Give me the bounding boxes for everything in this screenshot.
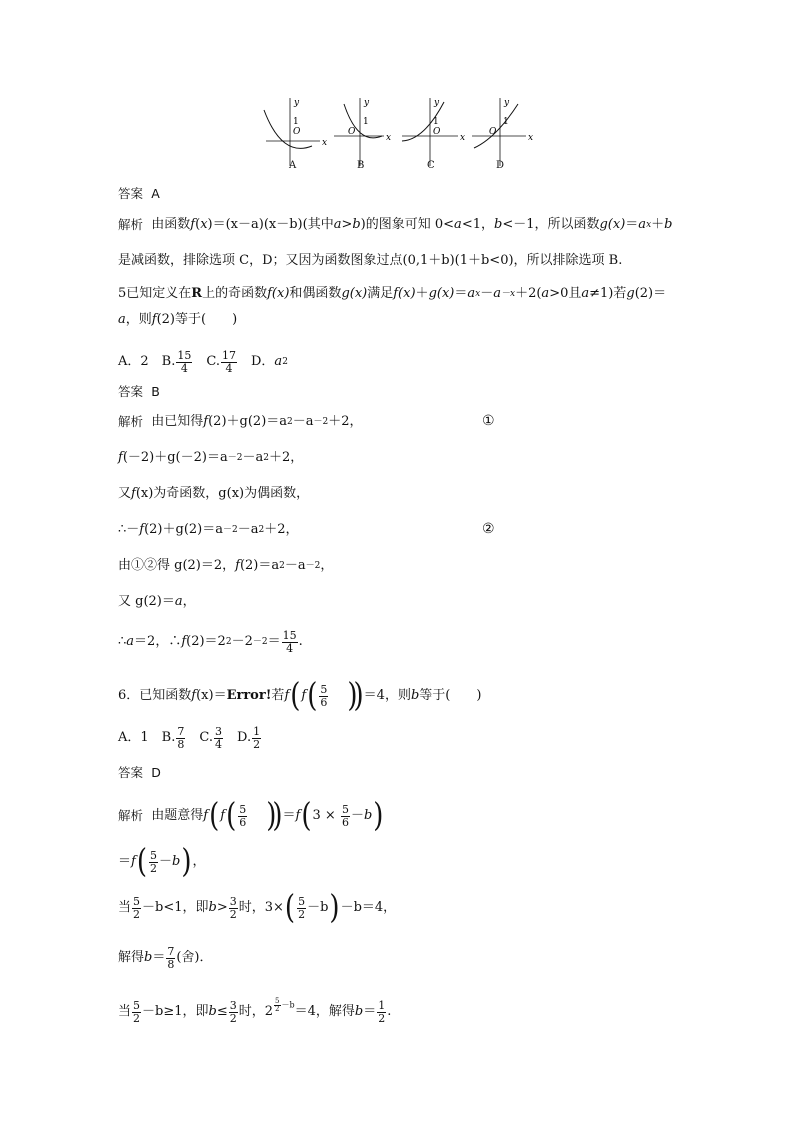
text: )＝(x－a)(x－b)(其中	[207, 217, 334, 232]
answer-label: 答案	[118, 765, 144, 780]
left-paren: (	[307, 677, 318, 715]
text: (舍)．	[176, 950, 213, 965]
fraction	[176, 726, 185, 751]
text: 又	[118, 486, 132, 501]
text: b	[493, 217, 503, 232]
text: (2)等于( )	[156, 312, 238, 327]
text: C.	[193, 354, 220, 369]
graph-b-o: O	[348, 127, 356, 137]
text: b	[410, 688, 420, 703]
text: 1	[378, 998, 386, 1012]
text: 3	[229, 894, 237, 908]
text: 7	[167, 944, 175, 958]
text: a	[638, 217, 647, 232]
text: 7	[177, 724, 185, 738]
text: ≤	[216, 1004, 228, 1019]
text: g	[626, 286, 635, 301]
text: 2	[133, 1011, 141, 1025]
text: 17	[221, 348, 236, 362]
q6-answer: D	[151, 765, 161, 780]
text: －b	[281, 1000, 295, 1009]
text: f	[235, 558, 240, 573]
graph-label-c: C	[427, 160, 435, 171]
text: 2	[229, 1011, 237, 1025]
text: －x	[501, 289, 516, 299]
text: f	[151, 312, 157, 327]
text: 当	[118, 1004, 132, 1019]
text: ＝	[152, 950, 166, 965]
text: 1	[253, 724, 261, 738]
graph-label-d: D	[496, 160, 505, 171]
graph-a-y: y	[294, 98, 300, 108]
text: f	[301, 688, 307, 703]
text: 6	[320, 695, 328, 709]
text: ＝	[625, 217, 639, 232]
fraction	[341, 804, 350, 829]
text: (2)＋g(2)＝a	[208, 414, 288, 429]
text: f	[191, 688, 197, 703]
text: 5	[239, 802, 247, 816]
text: 5	[320, 682, 328, 696]
text: －b≥1，即	[142, 1004, 209, 1019]
fraction	[132, 896, 141, 921]
fraction	[274, 998, 280, 1013]
graph-d-one: 1	[503, 117, 509, 127]
text: 4	[225, 361, 233, 375]
text: ＝	[267, 634, 281, 649]
text: 解得	[118, 950, 145, 965]
text: a>b	[333, 217, 361, 232]
q4-explanation-line2	[118, 253, 622, 269]
fraction	[377, 1000, 386, 1025]
q4-explanation-line1	[118, 217, 672, 233]
text: 时，2	[238, 1004, 274, 1019]
text: －b<1，即	[142, 900, 209, 915]
text: 由①②得 g(2)＝2，	[118, 558, 236, 573]
text: －	[480, 286, 494, 301]
text: 2	[149, 861, 157, 875]
text: 4	[180, 361, 188, 375]
text: ＝	[282, 808, 296, 823]
q5-explanation-line7: ∴ a ＝2，∴ f (2)＝2 2 －2 －2 ＝ $\frac{15}{4}$ .	[118, 628, 303, 655]
text: <－1，所以函数	[502, 217, 600, 232]
text: f	[203, 808, 209, 823]
graph-b-x: x	[386, 133, 392, 143]
text: b	[172, 854, 181, 869]
graph-c-x: x	[460, 133, 466, 143]
text: b	[354, 1004, 364, 1019]
graph-b-one: 1	[363, 117, 369, 127]
q6-answer-line	[118, 765, 161, 781]
q5-explanation-line5: 由①②得 g(2)＝2， f (2)＝a 2 －a －2 ，	[118, 558, 334, 573]
text: ，	[182, 594, 196, 609]
text: 4	[286, 641, 294, 655]
text: 4	[214, 737, 222, 751]
graph-d-o: O	[489, 127, 497, 137]
text: －a	[242, 450, 264, 465]
text: ≠1)若	[589, 286, 627, 301]
text: ＋2，	[328, 414, 363, 429]
text: <1，	[461, 217, 494, 232]
q6-explanation-line2	[118, 845, 206, 879]
text: f	[220, 808, 226, 823]
text: 5	[298, 894, 306, 908]
q5-answer: B	[151, 384, 160, 399]
graph-b	[334, 98, 391, 166]
text: 6	[239, 815, 247, 829]
text: f	[139, 522, 145, 537]
right-parens: ))	[347, 677, 360, 715]
text: 15	[177, 348, 192, 362]
text: a	[126, 634, 135, 649]
text: 6	[341, 815, 349, 829]
text: ，	[320, 558, 334, 573]
graph-a-x: x	[322, 138, 328, 148]
text: 2	[275, 1004, 280, 1013]
text: ＋2，	[268, 450, 304, 465]
text: ＝	[363, 1004, 377, 1019]
graph-label-b: B	[357, 160, 365, 171]
text: .	[298, 634, 303, 649]
text: ＋2(	[515, 286, 542, 301]
left-paren: (	[209, 797, 220, 835]
explanation-label: 解析	[118, 217, 144, 232]
text: (2)＝a	[239, 558, 280, 573]
graph-c-one: 1	[433, 117, 439, 127]
right-paren: )	[329, 889, 340, 927]
text: >	[216, 900, 228, 915]
text: －b＝4，	[340, 900, 397, 915]
text: D．	[237, 354, 275, 369]
equation-marker-2: ②	[482, 521, 495, 537]
fraction	[282, 630, 298, 655]
text: ＋	[415, 286, 429, 301]
text: f	[181, 634, 187, 649]
text: 8	[167, 957, 175, 971]
exponent	[273, 998, 295, 1013]
text: b	[363, 808, 373, 823]
q5-explanation-line4: ∴－ f (2)＋g(2)＝a －2 －a 2 ＋2，	[118, 522, 299, 537]
text: ∴－	[118, 522, 140, 537]
graph-c	[402, 98, 465, 166]
text: 等于( )	[419, 688, 482, 703]
text: 5	[133, 894, 141, 908]
answer-label: 答案	[118, 186, 144, 201]
text: 是减函数，排除选项 C，D；又因为函数图象过点(0,1＋b)(1＋b<0)，所以排除选项 B.	[118, 253, 623, 268]
fraction	[229, 896, 238, 921]
text: a	[493, 286, 501, 301]
text: b	[208, 1004, 217, 1019]
graph-a	[264, 98, 327, 166]
text: 由函数	[151, 217, 191, 232]
text: －a	[237, 522, 259, 537]
text: Error!	[226, 688, 272, 703]
text: 6．已知函数	[118, 688, 192, 703]
text: .	[387, 1004, 392, 1019]
text: 8	[177, 737, 185, 751]
text: 和偶函数	[289, 286, 342, 301]
text: 2	[133, 907, 141, 921]
text: 又 g(2)＝	[118, 594, 175, 609]
text: f	[284, 688, 290, 703]
right-parens: ))	[266, 797, 279, 835]
q6-explanation-line1	[118, 799, 384, 833]
q6-explanation-line4	[118, 942, 213, 974]
fraction	[221, 350, 237, 375]
text: 5	[149, 848, 157, 862]
text: f	[131, 486, 136, 501]
text: a	[454, 217, 462, 232]
equation-marker-1: ①	[482, 413, 495, 429]
right-paren: )	[373, 797, 384, 835]
text: －a	[284, 558, 306, 573]
graph-c-o: O	[433, 127, 441, 137]
text: C.	[186, 730, 213, 745]
text: 5	[118, 286, 127, 301]
text: ∴	[118, 634, 127, 649]
fraction	[176, 350, 192, 375]
fraction	[132, 1000, 141, 1025]
text: A．1 B.	[118, 730, 176, 745]
fraction	[297, 896, 306, 921]
text: －a	[292, 414, 314, 429]
text: a	[274, 354, 283, 369]
left-paren: (	[136, 843, 147, 881]
explanation-label: 解析	[118, 414, 144, 429]
graph-b-y: y	[364, 98, 370, 108]
text: ＝4，则	[363, 688, 411, 703]
q6-stem-line	[118, 679, 481, 713]
text: x	[646, 220, 652, 230]
text: b	[208, 900, 217, 915]
text: 已知定义在	[126, 286, 192, 301]
text: (x)＝	[196, 688, 227, 703]
text: f	[131, 854, 136, 869]
graph-a-one: 1	[293, 117, 299, 127]
text: D.	[223, 730, 252, 745]
text: ，	[192, 854, 206, 869]
text: 时，3×	[238, 900, 284, 915]
q5-explanation-line1: 解析 由已知得 f (2)＋g(2)＝a 2 －a －2 ＋2，	[118, 414, 363, 429]
text: (－2)＋g(－2)＝a	[122, 450, 228, 465]
graph-c-y: y	[434, 98, 440, 108]
text: a	[118, 312, 126, 327]
text: f	[190, 217, 196, 232]
text: 2	[378, 1011, 386, 1025]
fraction	[252, 726, 261, 751]
text: a	[467, 286, 476, 301]
fraction	[319, 684, 328, 709]
fraction	[238, 804, 247, 829]
text: －	[350, 808, 364, 823]
text: －	[158, 854, 172, 869]
text: x	[475, 289, 481, 299]
graph-d-y: y	[504, 98, 510, 108]
text: 2	[298, 907, 306, 921]
fraction	[166, 946, 175, 971]
text: 5	[275, 996, 280, 1005]
text: (x)为奇函数，g(x)为偶函数，	[135, 486, 310, 501]
text: 当	[118, 900, 132, 915]
text: f(x)	[393, 286, 416, 301]
text: (2)＝2	[186, 634, 226, 649]
text: 3	[229, 998, 237, 1012]
q5-explanation-line2: f (－2)＋g(－2)＝a －2 －a 2 ＋2，	[118, 450, 304, 465]
explanation-label: 解析	[118, 808, 144, 823]
text: b	[664, 217, 673, 232]
text: x	[200, 217, 208, 232]
graph-label-a: A	[289, 160, 297, 171]
text: )的图象可知 0<	[360, 217, 455, 232]
text: ＋2，	[264, 522, 299, 537]
text: 2	[229, 907, 237, 921]
text: 5	[133, 998, 141, 1012]
text: 3	[214, 724, 222, 738]
text: A．2 B.	[118, 354, 176, 369]
text: ＝	[454, 286, 468, 301]
q4-answer: A	[151, 186, 160, 201]
text: g(x)	[341, 286, 368, 301]
text: －b	[307, 900, 329, 915]
text: ，则	[125, 312, 152, 327]
q5-explanation-line6	[118, 594, 196, 610]
q5-stem-line2	[118, 312, 237, 328]
answer-label: 答案	[118, 384, 144, 399]
text: 上的奇函数	[202, 286, 268, 301]
fraction	[229, 1000, 238, 1025]
text: 由题意得	[151, 808, 204, 823]
text: ＝	[118, 854, 132, 869]
q6-options	[118, 723, 262, 753]
left-paren: (	[226, 797, 237, 835]
text: f	[295, 808, 301, 823]
graph-a-o: O	[293, 127, 301, 137]
graph-d-x: x	[528, 133, 534, 143]
text: b	[144, 950, 153, 965]
q6-explanation-line5	[118, 996, 391, 1028]
q5-answer-line	[118, 384, 160, 400]
text: f	[118, 450, 123, 465]
text: 5	[341, 802, 349, 816]
text: 15	[282, 628, 297, 642]
text: g(x)	[428, 286, 455, 301]
text: (	[195, 217, 201, 232]
text: R	[191, 286, 203, 301]
text: －2	[231, 634, 253, 649]
text: a	[174, 594, 183, 609]
fraction	[214, 726, 223, 751]
text: 由已知得	[151, 414, 204, 429]
left-paren: (	[301, 797, 312, 835]
text: f(x)	[267, 286, 290, 301]
q5-stem-line1	[118, 286, 666, 302]
text: 满足	[367, 286, 394, 301]
left-paren: (	[284, 889, 296, 927]
text: 3 ×	[312, 808, 336, 823]
q4-answer-line	[118, 186, 160, 202]
text: ＋	[651, 217, 665, 232]
q6-explanation-line3	[118, 891, 396, 925]
text: ＝4，解得	[294, 1004, 355, 1019]
text: g(x)	[599, 217, 626, 232]
text: ＝2，∴	[134, 634, 182, 649]
text: a	[581, 286, 590, 301]
text: >0且	[549, 286, 582, 301]
fraction	[149, 850, 158, 875]
text: f	[203, 414, 209, 429]
text: (2)＋g(2)＝a	[144, 522, 223, 537]
left-paren: (	[290, 677, 301, 715]
text: a	[541, 286, 550, 301]
text: 若	[271, 688, 285, 703]
q5-explanation-line3	[118, 486, 309, 502]
text: 2	[253, 737, 261, 751]
q5-options: A．2 B. $\frac{15}{4}$ C. $\frac{17}{4}$ D． a 2	[118, 348, 288, 375]
text: (2)＝	[634, 286, 667, 301]
right-paren: )	[181, 843, 192, 881]
